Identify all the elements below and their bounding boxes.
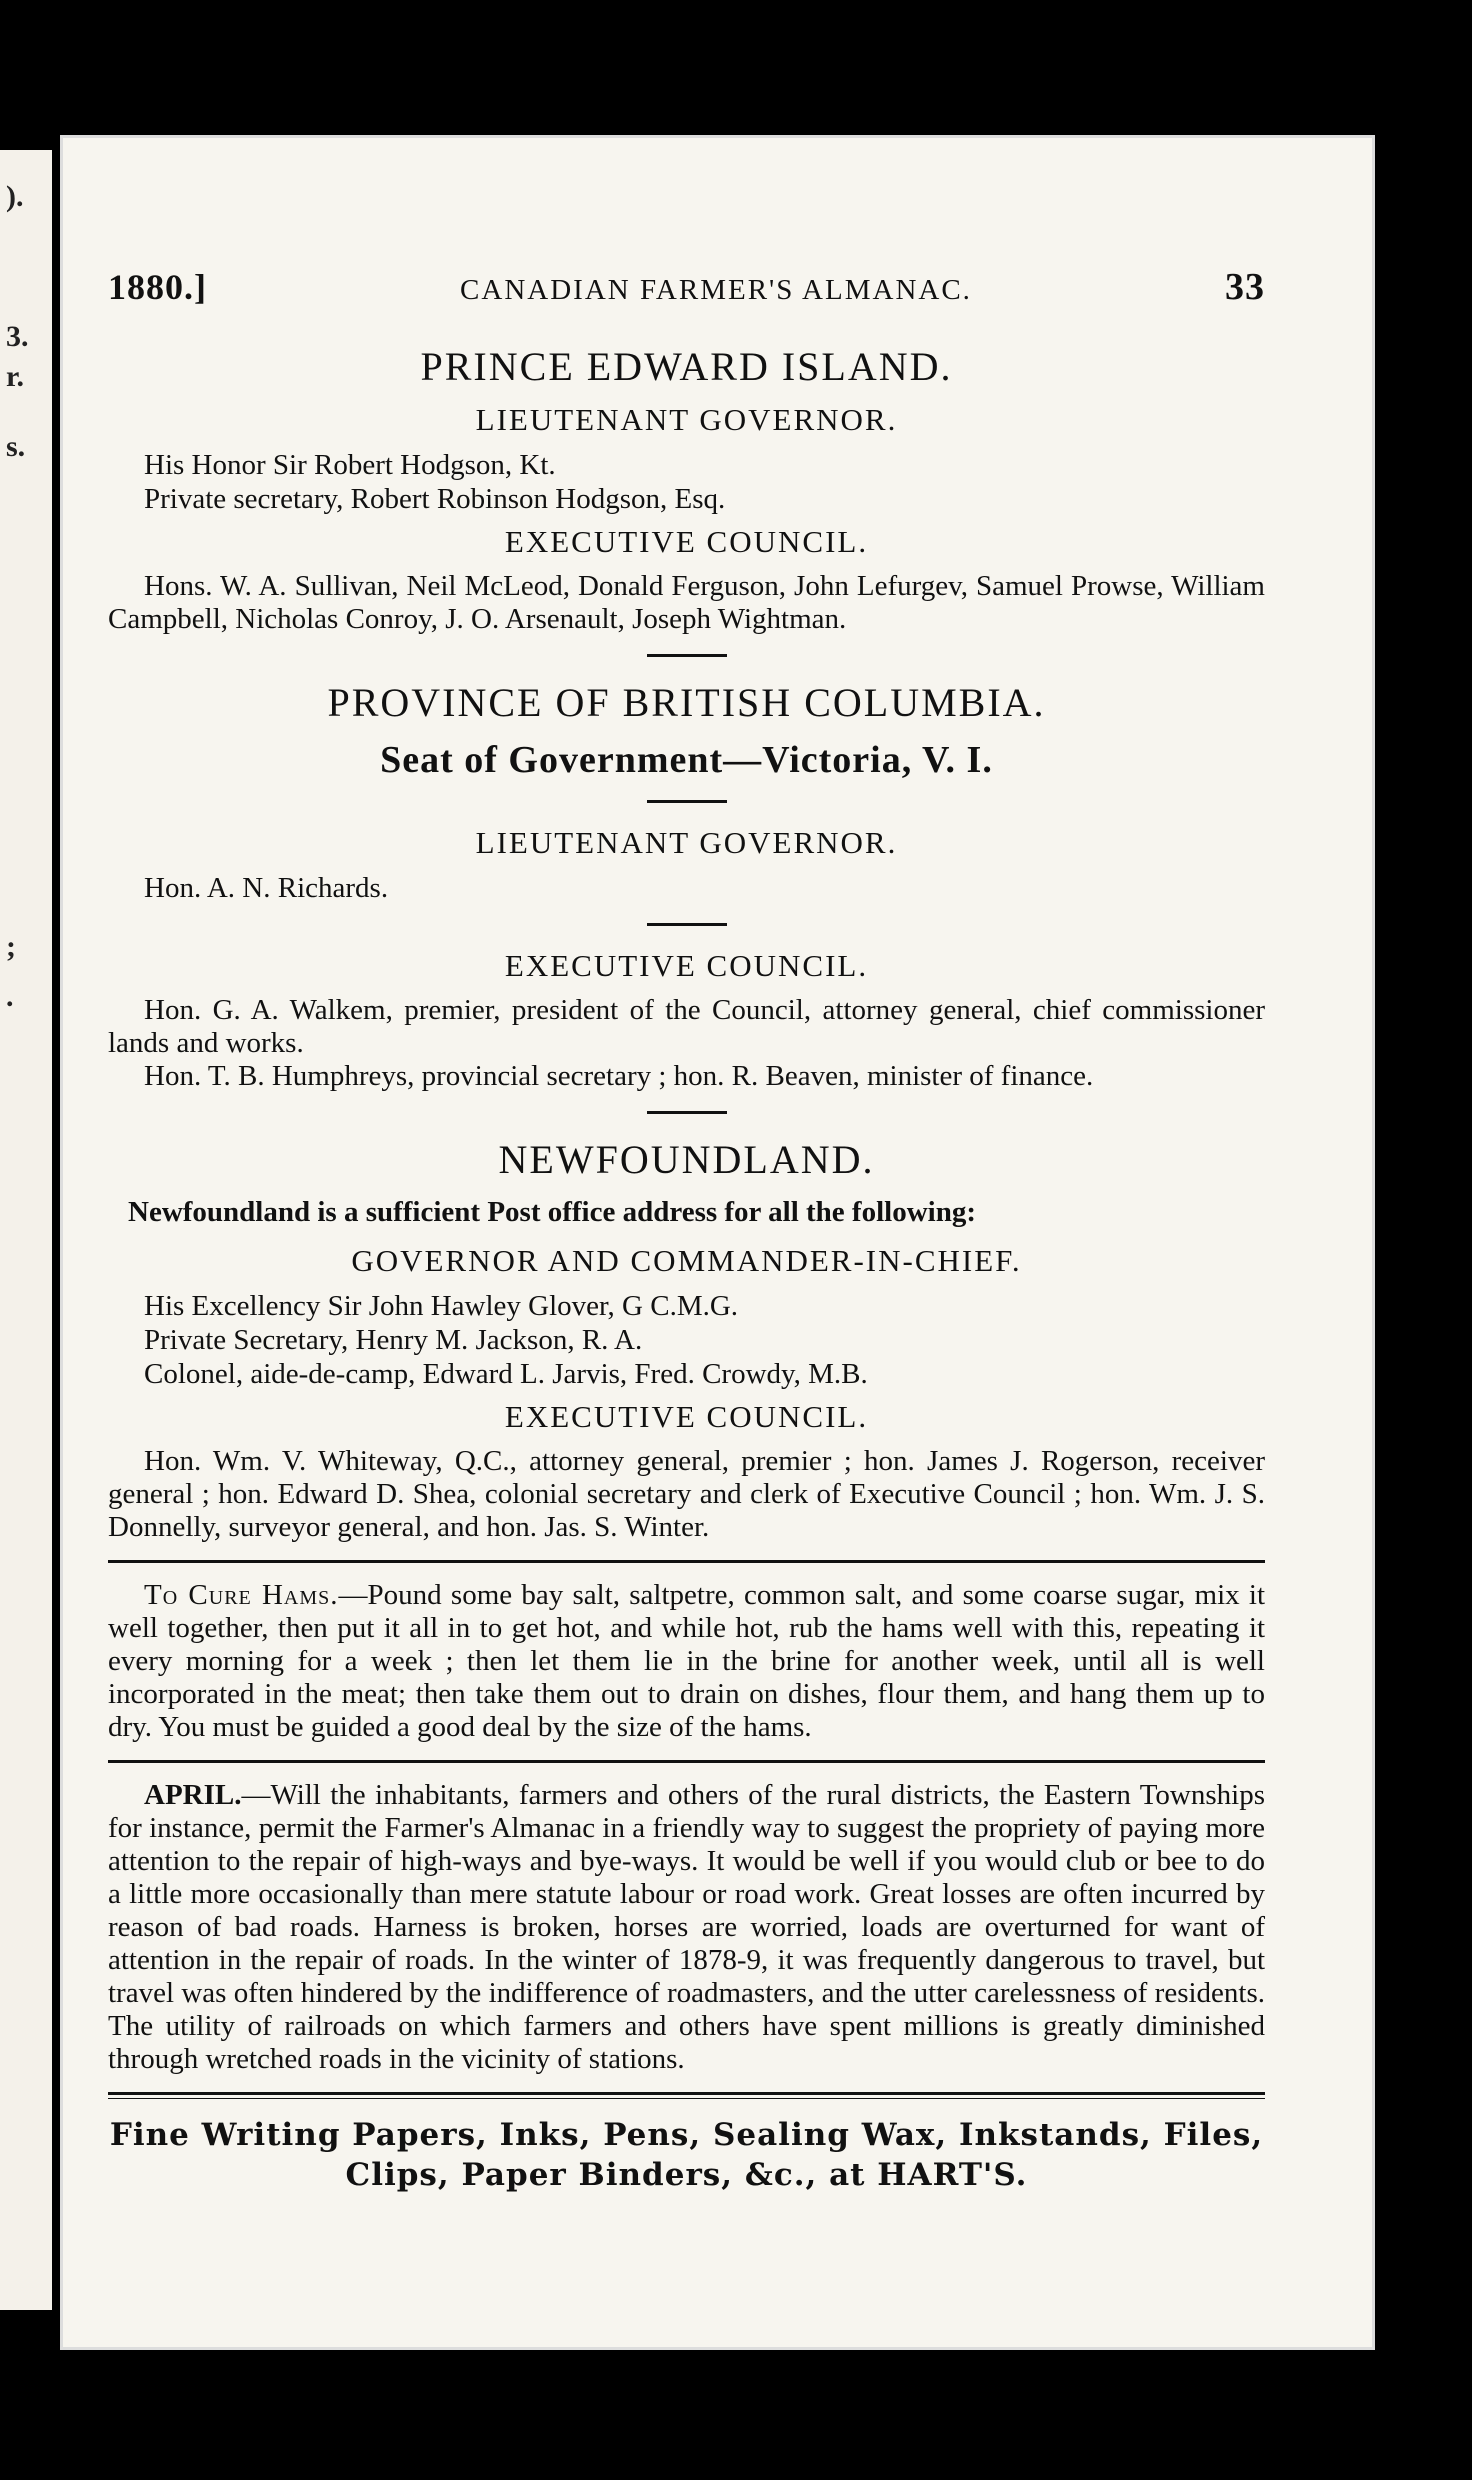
council-entry: Hon. G. A. Walkem, premier, president of the Council, attorney general, chief commissioner lands and works. <box>108 994 1265 1059</box>
recipe-cure-hams <box>108 1579 1265 1744</box>
section-rule <box>108 2092 1265 2099</box>
governor-heading: GOVERNOR AND COMMANDER-IN-CHIEF. <box>351 1243 1022 1278</box>
recipe-text <box>108 1579 1265 1744</box>
header-title: CANADIAN FARMER'S ALMANAC. <box>460 274 972 306</box>
running-head <box>108 265 1265 309</box>
adjacent-page-edge <box>0 150 52 2310</box>
section-pei <box>108 343 1265 636</box>
header-year: 1880.] <box>108 267 207 307</box>
margin-fragment: ; <box>6 930 16 963</box>
section-title: PROVINCE OF BRITISH COLUMBIA. <box>327 680 1046 725</box>
postal-note: Newfoundland is a sufficient Post office address for all the following: <box>128 1196 976 1228</box>
entry-line: Private Secretary, Henry M. Jackson, R. A. <box>144 1324 643 1356</box>
april-text <box>108 1779 1265 2076</box>
council-members: Hon. Wm. V. Whiteway, Q.C., attorney general, premier ; hon. James J. Rogerson, receiver general ; hon. Edward D. Shea, colonial secretary and clerk of Executive Council ; hon. Wm. J. S. Donnelly, surveyor general, and hon. Jas. S. Winter. <box>108 1445 1265 1543</box>
seat-of-government: Seat of Government—Victoria, V. I. <box>380 739 993 781</box>
section-title: PRINCE EDWARD ISLAND. <box>420 344 953 389</box>
page-number: 33 <box>1224 266 1265 308</box>
divider <box>647 1111 727 1114</box>
executive-council-heading: EXECUTIVE COUNCIL. <box>504 524 869 559</box>
executive-council-heading: EXECUTIVE COUNCIL. <box>504 948 869 983</box>
entry-line: Private secretary, Robert Robinson Hodgson, Esq. <box>144 483 726 515</box>
advertisement <box>108 2115 1265 2195</box>
margin-fragment: r. <box>6 360 25 393</box>
council-members: Hons. W. A. Sullivan, Neil McLeod, Donald Ferguson, John Lefurgev, Samuel Prowse, William Campbell, Nicholas Conroy, J. O. Arsenault, Joseph Wightman. <box>108 570 1265 635</box>
lieutenant-governor-heading: LIEUTENANT GOVERNOR. <box>475 825 898 860</box>
entry-line: His Excellency Sir John Hawley Glover, G C.M.G. <box>144 1290 739 1322</box>
april-lead: APRIL. <box>144 1779 242 1811</box>
recipe-lead: To Cure Hams. <box>144 1579 339 1611</box>
april-note <box>108 1779 1265 2076</box>
section-title: NEWFOUNDLAND. <box>498 1137 875 1182</box>
divider <box>647 654 727 657</box>
divider <box>647 923 727 926</box>
almanac-page <box>60 135 1375 2350</box>
entry-line: His Honor Sir Robert Hodgson, Kt. <box>144 449 556 481</box>
lieutenant-governor-heading: LIEUTENANT GOVERNOR. <box>475 402 898 437</box>
section-rule <box>108 1760 1265 1763</box>
section-newfoundland <box>108 1136 1265 1544</box>
council-entry: Hon. T. B. Humphreys, provincial secretary ; hon. R. Beaven, minister of finance. <box>144 1060 1094 1092</box>
margin-fragment: 3. <box>6 320 29 353</box>
margin-fragment: ). <box>6 180 24 213</box>
april-body: —Will the inhabitants, farmers and others of the rural districts, the Eastern Townships for instance, permit the Farmer's Almanac in a friendly way to suggest the propriety of paying more attention to the repair of high-ways and bye-ways. It would be well if you would club or bee to do a little more occasionally than mere statute labour or road work. Great losses are often incurred by reason of bad roads. Harness is broken, horses are worried, loads are overturned for want of attention in the repair of roads. In the winter of 1878-9, it was frequently dangerous to travel, but travel was often hindered by the indifference of roadmasters, and the utter carelessness of residents. The utility of railroads on which farmers and others have spent millions is greatly diminished through wretched roads in the vicinity of stations. <box>108 1779 1265 2075</box>
recipe-body: —Pound some bay salt, saltpetre, common salt, and some coarse sugar, mix it well together, then put it all in to get hot, and while hot, rub the hams well with this, repeating it every morning for a week ; then let them lie in the brine for another week, until all is well incorporated in the meat; then take them out to drain on dishes, flour them, and hang them up to dry. You must be guided a good deal by the size of the hams. <box>108 1579 1266 1743</box>
page-content <box>108 265 1265 2195</box>
section-rule <box>108 1560 1265 1563</box>
section-bc <box>108 679 1265 1093</box>
entry-line: Colonel, aide-de-camp, Edward L. Jarvis, Fred. Crowdy, M.B. <box>144 1358 868 1390</box>
margin-fragment: . <box>6 980 14 1013</box>
advert-line: Fine Writing Papers, Inks, Pens, Sealing Wax, Inkstands, Files, <box>109 2117 1264 2153</box>
divider <box>647 800 727 803</box>
executive-council-heading: EXECUTIVE COUNCIL. <box>504 1399 869 1434</box>
entry-line: Hon. A. N. Richards. <box>144 872 389 904</box>
margin-fragment: s. <box>6 430 26 463</box>
advert-line: Clips, Paper Binders, &c., at HART'S. <box>345 2157 1028 2193</box>
